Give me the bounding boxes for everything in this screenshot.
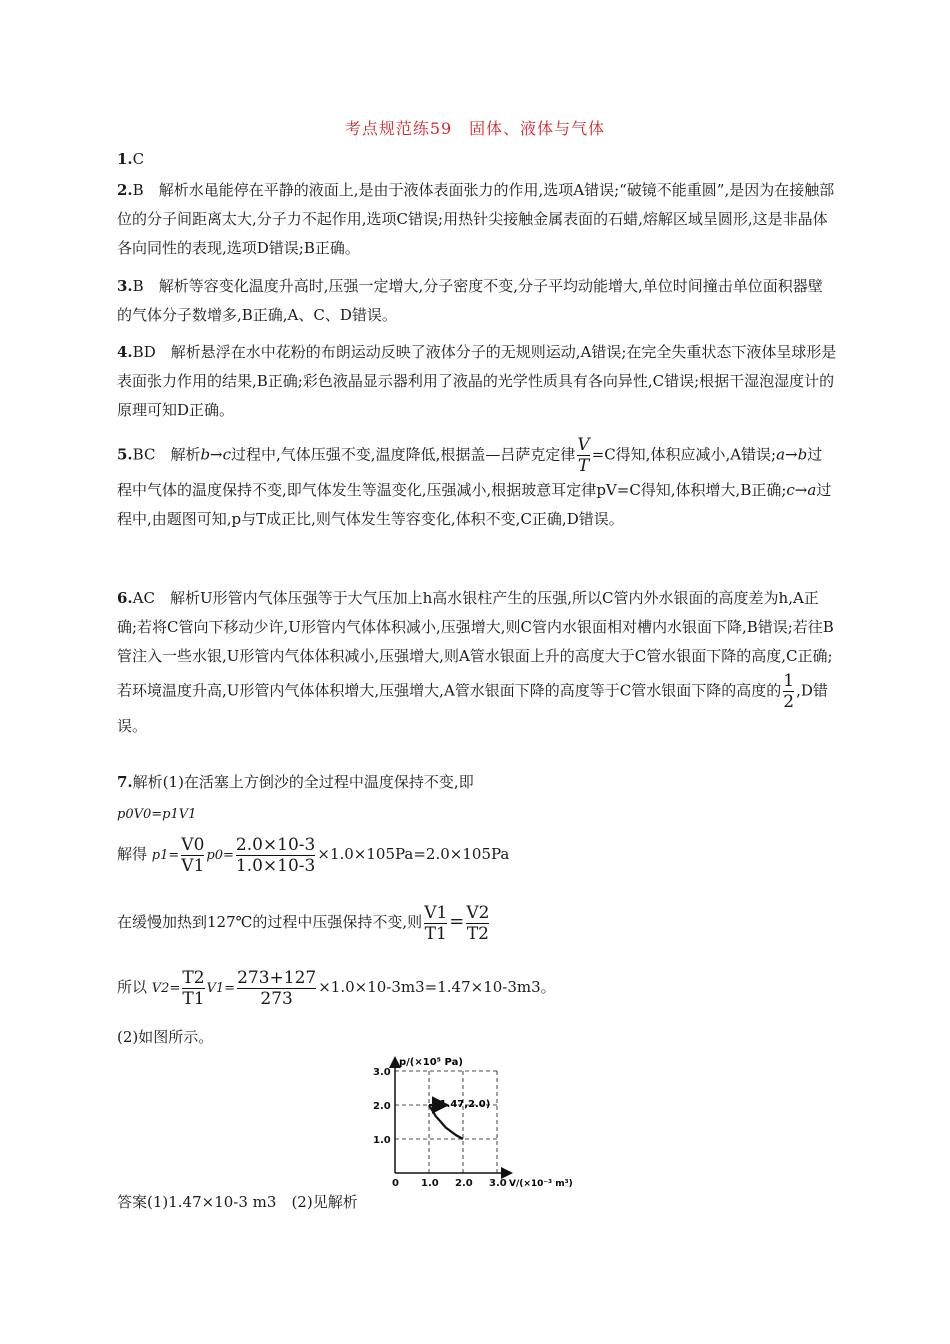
answer-5 bbox=[117, 435, 837, 534]
answer-text: AC 解析U形管内气体压强等于大气压加上h高水银柱产生的压强,所以C管内外水银面的高度差为h,A正确;若将C管向下移动少许,U形管内气体体积减小,压强增大,则C管内水银面相对槽内水银面下降,B错误;若往B管注入一些水银,U形管内气体体积减小,压强增大,则A管水银面上升的高度大于C管水银面下降的高度,C正确;若环境温度升高,U形管内气体体积增大,压强增大,A管水银面下降的高度等于C管水银面下降的高度的 bbox=[117, 589, 834, 700]
answer-4 bbox=[117, 338, 837, 425]
process-ca: c→a bbox=[786, 481, 817, 499]
final-answer: 答案(1)1.47×10-3 m3 (2)见解析 bbox=[117, 1193, 358, 1211]
answer-text: 解析(1)在活塞上方倒沙的全过程中温度保持不变,即 bbox=[132, 773, 474, 791]
item-number: 6. bbox=[117, 589, 133, 607]
answer-7-intro bbox=[117, 768, 837, 797]
equation-boyle: p0V0=p1V1 bbox=[117, 807, 197, 822]
pv-graph bbox=[365, 1055, 595, 1195]
fraction-v-over-t: $\frac{V}{T}$ bbox=[577, 435, 590, 476]
point-annotation: (1.47,2.0) bbox=[435, 1099, 491, 1110]
x-tick-label: 1.0 bbox=[421, 1178, 439, 1189]
answer-text: 过程中,由题图可知,p与T成正比,则气体发生等容变化,体积不变,C正确,D错误。 bbox=[117, 481, 832, 528]
answer-text: C bbox=[132, 150, 145, 168]
fraction-half: $\frac{1}{2}$ bbox=[783, 671, 795, 712]
answer-text: 过程中气体的温度保持不变,即气体发生等温变化,压强减小,根据玻意耳定律 bbox=[117, 445, 823, 499]
answer-3 bbox=[117, 272, 837, 330]
isothermal-curve bbox=[429, 1105, 463, 1139]
y-tick-label: 2.0 bbox=[373, 1101, 391, 1112]
item-number: 3. bbox=[117, 277, 133, 295]
item-number: 5. bbox=[117, 445, 133, 464]
equation-p1: 解得 p1= $\frac{V0}{V1}$ p0= $\frac{2.0\times 10-3}{1.0\times 10-3}$ ×1.0×105Pa=2.0×105Pa bbox=[117, 834, 510, 876]
y-tick-label: 3.0 bbox=[373, 1067, 391, 1078]
answer-text: B 解析等容变化温度升高时,压强一定增大,分子密度不变,分子平均动能增大,单位时间撞击单位面积器壁的气体分子数增多,B正确,A、C、D错误。 bbox=[117, 277, 823, 324]
answer-6 bbox=[117, 584, 837, 741]
y-axis-label: p/(×10⁵ Pa) bbox=[399, 1057, 463, 1068]
answer-1 bbox=[117, 145, 837, 174]
x-axis-label: V/(×10⁻³ m³) bbox=[509, 1179, 573, 1189]
answer-text: B 解析水黾能停在平静的液面上,是由于液体表面张力的作用,选项A错误;“破镜不能重圆”,是因为在接触部位的分子间距离太大,分子力不起作用,选项C错误;用热针尖接触金属表面的石蜡,熔解区域呈圆形,这是非晶体各向同性的表现,选项D错误;B正确。 bbox=[117, 181, 835, 257]
page-title: 考点规范练59 固体、液体与气体 bbox=[344, 119, 606, 138]
x-tick-label: 2.0 bbox=[455, 1178, 473, 1189]
answer-text: pV=C得知,体积增大,B正确; bbox=[596, 481, 787, 499]
item-number: 7. bbox=[117, 773, 133, 791]
x-tick-label: 0 bbox=[392, 1178, 399, 1189]
answer-text: BD 解析悬浮在水中花粉的布朗运动反映了液体分子的无规则运动,A错误;在完全失重状态下液体呈球形是表面张力作用的结果,B正确;彩色液晶显示器利用了液晶的光学性质具有各向异性,C错误;根据干湿泡湿度计的原理可知D正确。 bbox=[117, 343, 837, 419]
item-number: 1. bbox=[117, 150, 133, 168]
process-ab: a→b bbox=[776, 445, 808, 464]
answer-2 bbox=[117, 176, 837, 263]
answer-7-part2: (2)如图所示。 bbox=[117, 1028, 214, 1046]
answer-text: BC 解析 bbox=[132, 445, 201, 464]
x-tick-label: 3.0 bbox=[489, 1178, 507, 1189]
item-number: 4. bbox=[117, 343, 133, 361]
answer-text: 过程中,气体压强不变,温度降低,根据盖—吕萨克定律 bbox=[231, 445, 576, 464]
process-bc: b→c bbox=[200, 445, 232, 464]
equation-v2: 所以 V2= $\frac{T2}{T1}$ V1= $\frac{273+127}{273}$ ×1.0×10-3m3=1.47×10-3m3。 bbox=[117, 967, 556, 1009]
y-tick-label: 1.0 bbox=[373, 1135, 391, 1146]
equation-charles: 在缓慢加热到127℃的过程中压强保持不变,则 $\frac{V1}{T1}$ = $\frac{V2}{T2}$ bbox=[117, 902, 490, 944]
answer-text: ,D错误。 bbox=[117, 681, 828, 735]
answer-text: =C得知,体积应减小,A错误; bbox=[591, 445, 777, 464]
item-number: 2. bbox=[117, 181, 133, 199]
